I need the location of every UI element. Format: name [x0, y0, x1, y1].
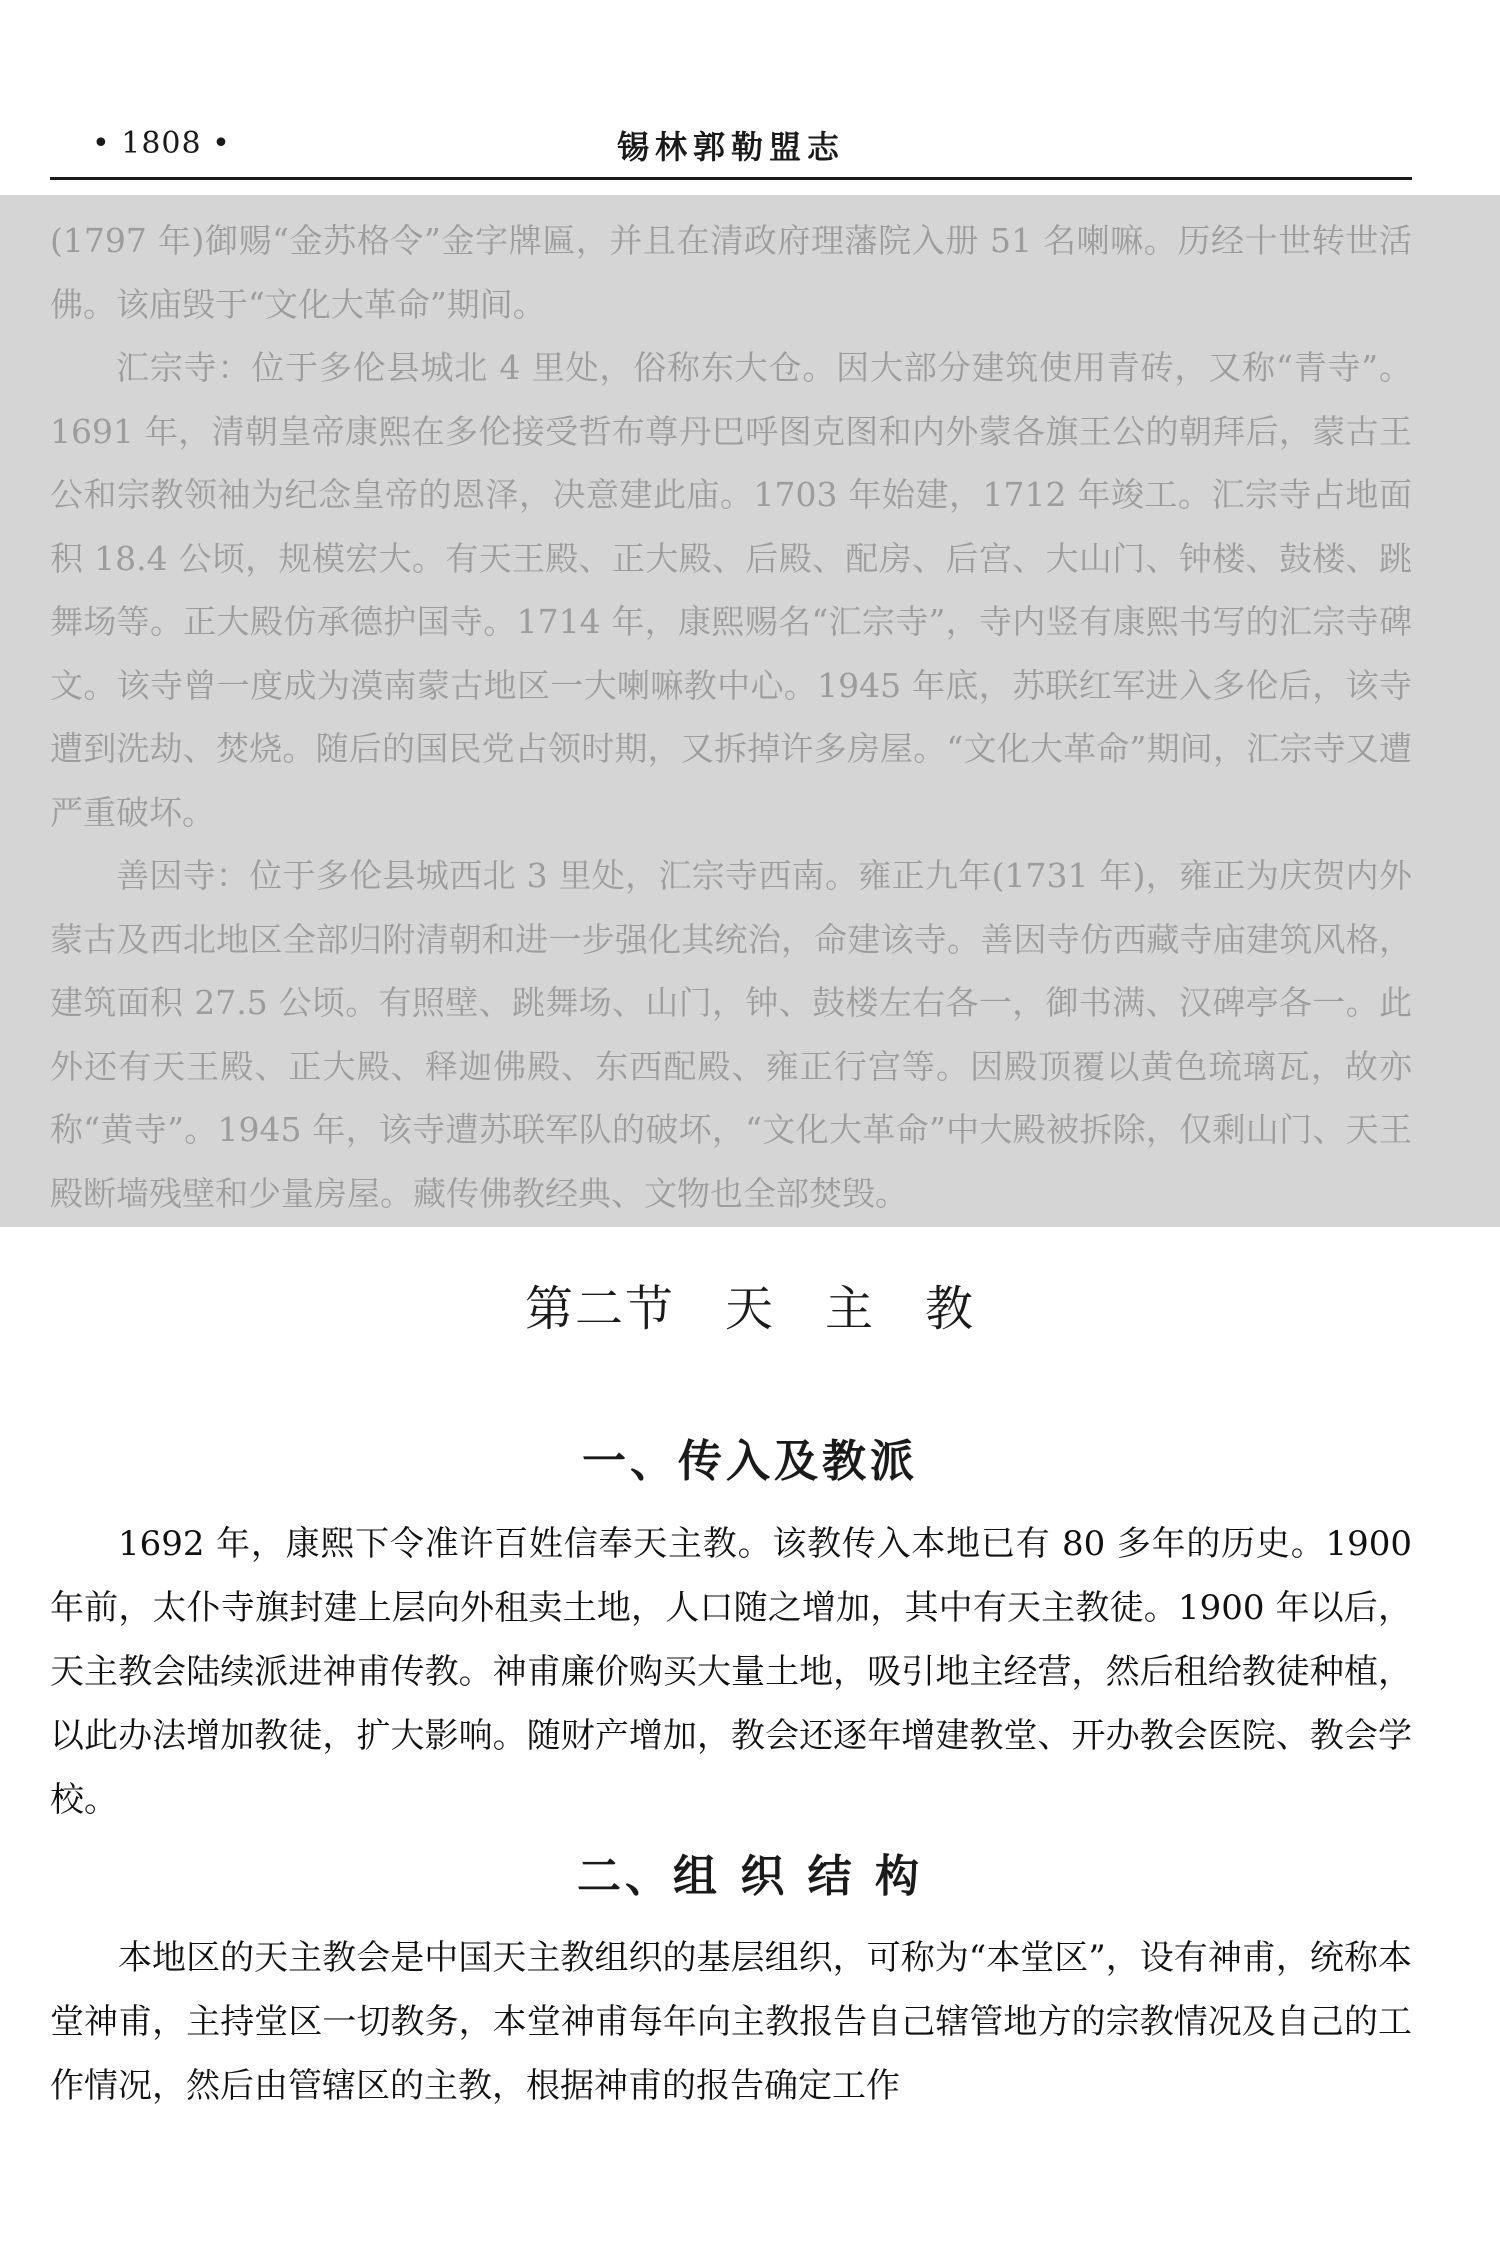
subsection-2-body — [50, 1926, 1412, 2118]
subsection-heading-organization: 二、组 织 结 构 — [577, 1851, 923, 1902]
paragraph-organization: 本地区的天主教会是中国天主教组织的基层组织，可称为“本堂区”，设有神甫，统称本堂神甫，主持堂区一切教务，本堂神甫每年向主教报告自己辖管地方的宗教情况及自己的工作情况，然后由管辖区的主教，根据神甫的报告确定工作 — [50, 1938, 1412, 2106]
page-number: • 1808 • — [92, 126, 231, 161]
shaded-text-block — [0, 195, 1500, 1227]
subsection-heading-introduction: 一、传入及教派 — [582, 1436, 918, 1487]
paragraph-introduction: 1692 年，康熙下令准许百姓信奉天主教。该教传入本地已有 80 多年的历史。1900 年前，太仆寺旗封建上层向外租卖土地，人口随之增加，其中有天主教徒。1900 年以后，天主教会陆续派进神甫传教。神甫廉价购买大量土地，吸引地主经营，然后租给教徒种植，以此办法增加教徒，扩大影响。随财产增加，教会还逐年增建教堂、开办教会医院、教会学校。 — [50, 1524, 1412, 1820]
shaded-text — [50, 209, 1412, 1225]
shaded-paragraph-shanyin-temple: 善因寺：位于多伦县城西北 3 里处，汇宗寺西南。雍正九年(1731 年)，雍正为庆贺内外蒙古及西北地区全部归附清朝和进一步强化其统治，命建该寺。善因寺仿西藏寺庙建筑风格，建筑面积 27.5 公顷。有照壁、跳舞场、山门，钟、鼓楼左右各一，御书满、汉碑亭各一。此外还有天王殿、正大殿、释迦佛殿、东西配殿、雍正行宫等。因殿顶覆以黄色琉璃瓦，故亦称“黄寺”。1945 年，该寺遭苏联军队的破坏，“文化大革命”中大殿被拆除，仅剩山门、天王殿断墙残壁和少量房屋。藏传佛教经典、文物也全部焚毁。 — [50, 856, 1412, 1213]
header-rule — [50, 177, 1412, 180]
page-header — [50, 120, 1412, 180]
subsection-1-body — [50, 1512, 1412, 1832]
shaded-paragraph-continuation: (1797 年)御赐“金苏格令”金字牌匾，并且在清政府理藩院入册 51 名喇嘛。历经十世转世活佛。该庙毁于“文化大革命”期间。 — [50, 221, 1412, 324]
shaded-paragraph-huizong-temple: 汇宗寺：位于多伦县城北 4 里处，俗称东大仓。因大部分建筑使用青砖，又称“青寺”。1691 年，清朝皇帝康熙在多伦接受哲布尊丹巴呼图克图和内外蒙各旗王公的朝拜后，蒙古王公和宗教领袖为纪念皇帝的恩泽，决意建此庙。1703 年始建，1712 年竣工。汇宗寺占地面积 18.4 公顷，规模宏大。有天王殿、正大殿、后殿、配房、后宫、大山门、钟楼、鼓楼、跳舞场等。正大殿仿承德护国寺。1714 年，康熙赐名“汇宗寺”，寺内竖有康熙书写的汇宗寺碑文。该寺曾一度成为漠南蒙古地区一大喇嘛教中心。1945 年底，苏联红军进入多伦后，该寺遭到洗劫、焚烧。随后的国民党占领时期，又拆掉许多房屋。“文化大革命”期间，汇宗寺又遭严重破坏。 — [50, 348, 1412, 832]
running-title: 锡林郭勒盟志 — [616, 128, 845, 166]
section-title: 第二节 天 主 教 — [524, 1281, 975, 1337]
